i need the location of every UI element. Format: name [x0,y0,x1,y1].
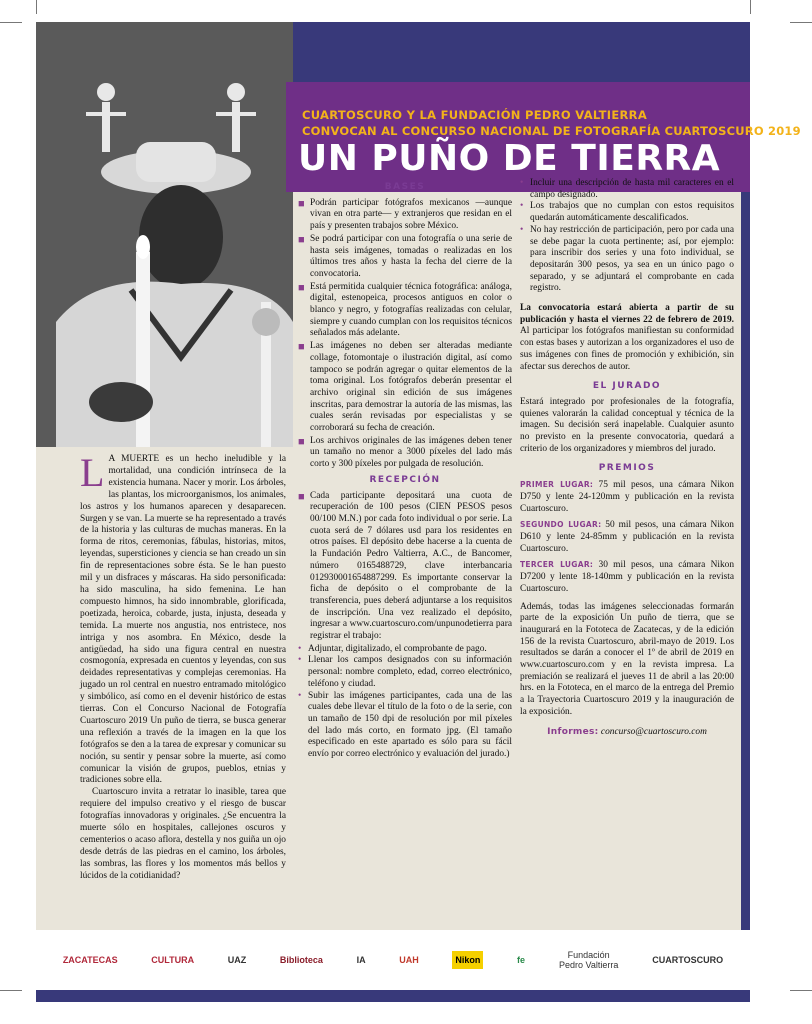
bases-item: ■ Podrán participar fotógrafos mexicanos —aunque vivan en otra parte— y extranjeros que residan en el país y presenten trabajos sobre México. [298,197,512,232]
recepcion-subitem: • Adjuntar, digitalizado, el comprobante de pago. [298,643,487,654]
photo-illustration [36,22,293,447]
col3-subitem: • No hay restricción de participación, pero por cada una se debe pagar la cuota pertinente; así, por ejemplo: para inscribir dos series y una foto individual, se depositarán 300 pesos, ya sea en un único pago o separado, y se adjuntará el comprobante en cada registro. [520,224,734,294]
right-column [520,178,734,738]
uaz-seal: UAZ [227,955,247,965]
bullet-dot: • [298,643,302,654]
bases-item: ■ Se podrá participar con una fotografía o una serie de hasta seis imágenes, tomadas o realizadas en los últimos tres años y hasta la fecha del cierre de la convocatoria. [298,233,512,279]
prize-text: 50 mil pesos, una cámara Nikon D610 y lente 24-85mm y publicación en la revista Cuartoscuro. [520,520,734,554]
jurado-heading: EL JURADO [592,381,662,392]
prize-text: 75 mil pesos, una cámara Nikon D750 y lente 24-120mm y publicación en la revista Cuartoscuro. [520,480,734,514]
bullet-square: ■ [298,341,305,354]
crop-mark [750,0,751,14]
bullet-square: ■ [298,233,305,246]
contest-title: UN PUÑO DE TIERRA [298,138,721,179]
recepcion-subitem: • Llenar los campos designados con su información personal: nombre completo, edad, correo electrónico, teléfono y ciudad. [298,655,512,689]
bullet-square: ■ [298,490,305,503]
ia-logo: IA [356,955,366,965]
zacatecas-logo: ZACATECAS [62,955,118,965]
prize-first [520,479,734,515]
cultura-logo: CULTURA [151,955,195,965]
bullet-dot: • [298,690,302,701]
intro-paragraph-1: A MUERTE es un hecho ineludible y la mortalidad, una condición intrínseca de la existencia humana. Nacer y morir. Los árboles, las plantas, los microorganismos, los animales, los astros y los humanos aparecen y desaparecen. Surgen y se van. La muerte se ha representado a través de la historia y las culturas de muchas maneras. En la forma de ritos, ceremonias, fábulas, historias, mitos, leyendas, supersticiones y ciencia se han creado un sin fin de representaciones sobre ésta. Se le han puesto mil y un disfraces y máscaras. Ha sido personificada: ha sido masculina, ha sido femenina. Le han compuesto himnos, ha sido innombrable, glorificada, poetizada, heroica, cobarde, justa, injusta, deseada y temida. La muerte nos angustia, nos entristece, nos intriga y nos asombra. En México, desde la antigüedad, ha sido una figura central en nuestra cosmogonía, expresada en cuentos y leyendas, con sus deidades representativas y complejas ceremonias. Ha jugado un rol central en nuestro entramado mitológico y simbólico, así como en el devenir histórico de estas tierras. Con el Concurso Nacional de Fotografía Cuartoscuro 2019 Un puño de tierra, se busca generar una reflexión a través de la imagen en la que los fotógrafos se den a la tarea de expresar y comunicar su noción, su sentir y pensar sobre la muerte, así como comunicar la visión de grupos, pueblos, etnias y tradiciones sobre ella. [80,454,286,786]
uah-logo: UAH [399,955,419,965]
closing-paragraph: Además, todas las imágenes seleccionadas formarán parte de la exposición Un puño de tierra, que se inaugurará en la Fototeca de Zacatecas, y de la edición 156 de la revista Cuartoscuro, abril-mayo de 2019. Los resultados se darán a conocer el 1º de abril de 2019 en www.cuartoscuro.com y en la revista impresa. La premiación se realizará el jueves 11 de abril a las 20:00 hrs. en la Fototeca, en el marco de la entrega del Premio a la Trayectoria Cuartoscuro 2019 y la inauguración de la exposición. [520,601,734,717]
bases-item: ■ Los archivos originales de las imágenes deben tener un tamaño no menor a 3000 píxeles del lado más corto y 300 píxeles por pulgada de resolución. [298,435,512,470]
drop-cap: L [80,450,105,495]
bullet-dot: • [520,201,524,212]
deadline-text: La convocatoria estará abierta a partir de su publicación y hasta el viernes 22 de febrero de 2019. [520,303,734,325]
bases-column [298,178,512,761]
crop-mark [0,22,22,23]
recepcion-heading: RECEPCIÓN [369,474,441,485]
bullet-dot: • [520,224,524,235]
prize-label: SEGUNDO LUGAR: [520,520,602,530]
crop-mark [0,990,22,991]
prize-label: PRIMER LUGAR: [520,480,594,490]
crop-mark [790,990,812,991]
prize-label: TERCER LUGAR: [520,560,594,570]
jurado-paragraph: Estará integrado por profesionales de la fotografía, quienes valorarán la calidad conceptual y técnica de la imagen. Su decisión será inapelable. Cualquier asunto no previsto en la presente convocatoria, quedará a criterio de los organizadores y miembros del jurado. [520,396,734,454]
bullet-square: ■ [298,281,305,294]
cover-photo [36,22,293,447]
prize-third [520,559,734,595]
bases-heading: BASES [384,182,426,192]
crop-mark [36,0,37,14]
bullet-square: ■ [298,435,305,448]
cuartoscuro-logo: CUARTOSCURO [652,955,724,965]
intro-paragraph-2: Cuartoscuro invita a retratar lo inasible, tarea que requiere del impulso creativo y el riesgo de buscar fotografías innovadoras y originales. ¿Se encuentra la muerte sólo en hospitales, callejones oscuros y cementerios o acaso aflora, destella y nos guiña un ojo desde detrás de las piedras en el camino, los árboles, las sombras, las flores y los momentos más bellos y lúcidos de la cotidianidad? [80,787,286,881]
organizers-line: CUARTOSCURO Y LA FUNDACIÓN PEDRO VALTIERRA [302,108,648,122]
bullet-dot: • [298,655,302,666]
informes-line [520,727,734,739]
col3-subitem: • Los trabajos que no cumplan con estos requisitos quedarán automáticamente descalificados. [520,201,734,224]
poster-sheet [36,22,801,1002]
title-banner [286,82,801,192]
crop-mark [790,22,812,23]
prize-second [520,519,734,555]
prize-text: 30 mil pesos, una cámara Nikon D7200 y lente 18-140mm y publicación en la revista Cuartoscuro. [520,560,735,594]
biblioteca-logo: Biblioteca [279,955,323,965]
bases-item: ■ Está permitida cualquier técnica fotográfica: análoga, digital, estenopeica, procesos antiguos en color o blanco y negro, y fotografías realizadas con celular, siempre y cuando cumplan con los requisitos técnicos señalados más adelante. [298,281,512,339]
fe-logo: fe [517,955,526,965]
premios-heading: PREMIOS [598,463,656,474]
recepcion-subitem: • Subir las imágenes participantes, cada una de las cuales debe llevar el título de la foto o de la serie, con un tamaño de 150 dpi de resolución por mil píxeles del lado más corto, en formato jpg. (El tamaño especificado en este apartado es sólo para su fácil envío por correo electrónico y evaluación del jurado.) [298,690,512,760]
nikon-logo: Nikon [452,951,483,969]
intro-column [80,450,286,883]
fundacion-logo: Fundación Pedro Valtierra [558,950,619,970]
bases-item: ■ Las imágenes no deben ser alteradas mediante collage, fotomontaje o ilustración digital, así como tampoco se podrán agregar o quitar elementos de la toma original. Los fotógrafos deberán presentar el archivo original sin edición de sus imágenes inscritas, para demostrar la autoría de las mismas, las cuales serán revisadas por especialistas y se corroborará su fecha de creación. [298,341,512,434]
informes-label: Informes: [547,726,599,737]
informes-email[interactable]: concurso@cuartoscuro.com [600,726,707,737]
col3-subitem: • Incluir una descripción de hasta mil caracteres en el campo designado. [520,178,734,200]
deadline-rest: Al participar los fotógrafos manifiestan su conformidad con estas bases y autorizan a los organizadores el uso de sus imágenes con fines de promoción y exhibición, sin afectar sus derechos de autor. [520,326,734,372]
deadline-paragraph [520,303,734,373]
recepcion-item: ■ Cada participante depositará una cuota de recuperación de 100 pesos (CIEN PESOS pesos 00/100 M.N.) por cada foto individual o por serie. La cuota será de 7 dólares usd para los residentes en otros países. El depósito debe hacerse a la cuenta de la Fundación Pedro Valtierra, A.C., de Bancomer, número 0165488729, clave interbancaria 012930001654887299. Es importante conservar la ficha de depósito o el comprobante de la transferencia, pues deberá adjuntarse a los requisitos de inscripción. Una vez realizado el depósito, ingresar a www.cuartoscuro.com/unpunodetierra para registrar el trabajo: [298,490,512,642]
sponsor-logos-bar [36,930,750,990]
convocation-line: CONVOCAN AL CONCURSO NACIONAL DE FOTOGRAFÍA CUARTOSCURO 2019 [302,124,801,138]
bullet-dot: • [520,178,524,188]
bullet-square: ■ [298,197,305,210]
